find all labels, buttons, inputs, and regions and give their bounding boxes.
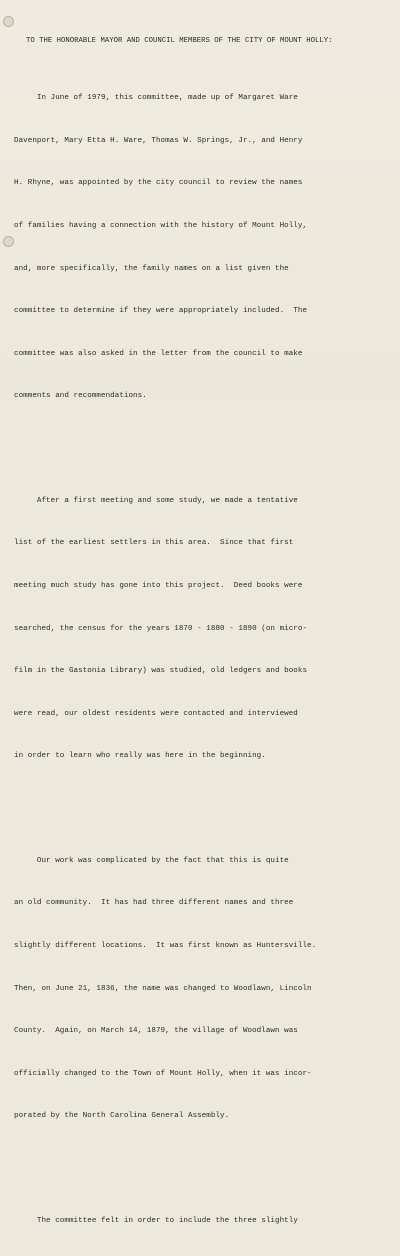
- paragraph-2-line-7: in order to learn who really was here in the beginning.: [14, 752, 266, 761]
- paragraph-2-line-1: After a first meeting and some study, we made a tentative: [14, 496, 298, 505]
- paragraph-3-line-4: Then, on June 21, 1836, the name was changed to Woodlawn, Lincoln: [14, 984, 312, 993]
- paragraph-1-line-8: comments and recommendations.: [14, 392, 147, 401]
- paragraph-4-line-1: The committee felt in order to include the three slightly: [14, 1216, 298, 1225]
- paragraph-1-line-1: In June of 1979, this committee, made up of Margaret Ware: [14, 94, 298, 103]
- punch-hole-top: [3, 16, 14, 27]
- paragraph-2-line-4: searched, the census for the years 1870 - 1880 - 1890 (on micro-: [14, 624, 308, 633]
- paragraph-3-line-6: officially changed to the Town of Mount Holly, when it was incor-: [14, 1069, 312, 1078]
- paragraph-gap: [14, 446, 396, 451]
- punch-hole-bottom: [3, 236, 14, 247]
- paragraph-1-line-3: H. Rhyne, was appointed by the city council to review the names: [14, 179, 303, 188]
- paragraph-3-line-3: slightly different locations. It was first known as Huntersville.: [14, 941, 317, 950]
- paragraph-gap: [14, 1166, 396, 1171]
- paragraph-1-line-2: Davenport, Mary Etta H. Ware, Thomas W. Springs, Jr., and Henry: [14, 136, 303, 145]
- paragraph-3-line-1: Our work was complicated by the fact that this is quite: [14, 856, 289, 865]
- paragraph-3-line-5: County. Again, on March 14, 1879, the village of Woodlawn was: [14, 1027, 298, 1036]
- paragraph-1-line-7: committee was also asked in the letter from the council to make: [14, 349, 303, 358]
- letter-salutation: TO THE HONORABLE MAYOR AND COUNCIL MEMBERS OF THE CITY OF MOUNT HOLLY:: [26, 37, 333, 46]
- paragraph-gap: [14, 806, 396, 811]
- paragraph-1-line-6: committee to determine if they were appropriately included. The: [14, 307, 308, 316]
- paragraph-3-line-7: porated by the North Carolina General Assembly.: [14, 1112, 230, 1121]
- paragraph-3-line-2: an old community. It has had three different names and three: [14, 899, 294, 908]
- paragraph-2-line-6: were read, our oldest residents were contacted and interviewed: [14, 709, 298, 718]
- document-body: [14, 6, 396, 1256]
- paragraph-2-line-2: list of the earliest settlers in this area. Since that first: [14, 539, 294, 548]
- paragraph-1-line-5: and, more specifically, the family names on a list given the: [14, 264, 289, 273]
- paragraph-2-line-3: meeting much study has gone into this project. Deed books were: [14, 581, 303, 590]
- paragraph-2-line-5: film in the Gastonia Library) was studied, old ledgers and books: [14, 667, 308, 676]
- paragraph-1-line-4: of families having a connection with the history of Mount Holly,: [14, 221, 308, 230]
